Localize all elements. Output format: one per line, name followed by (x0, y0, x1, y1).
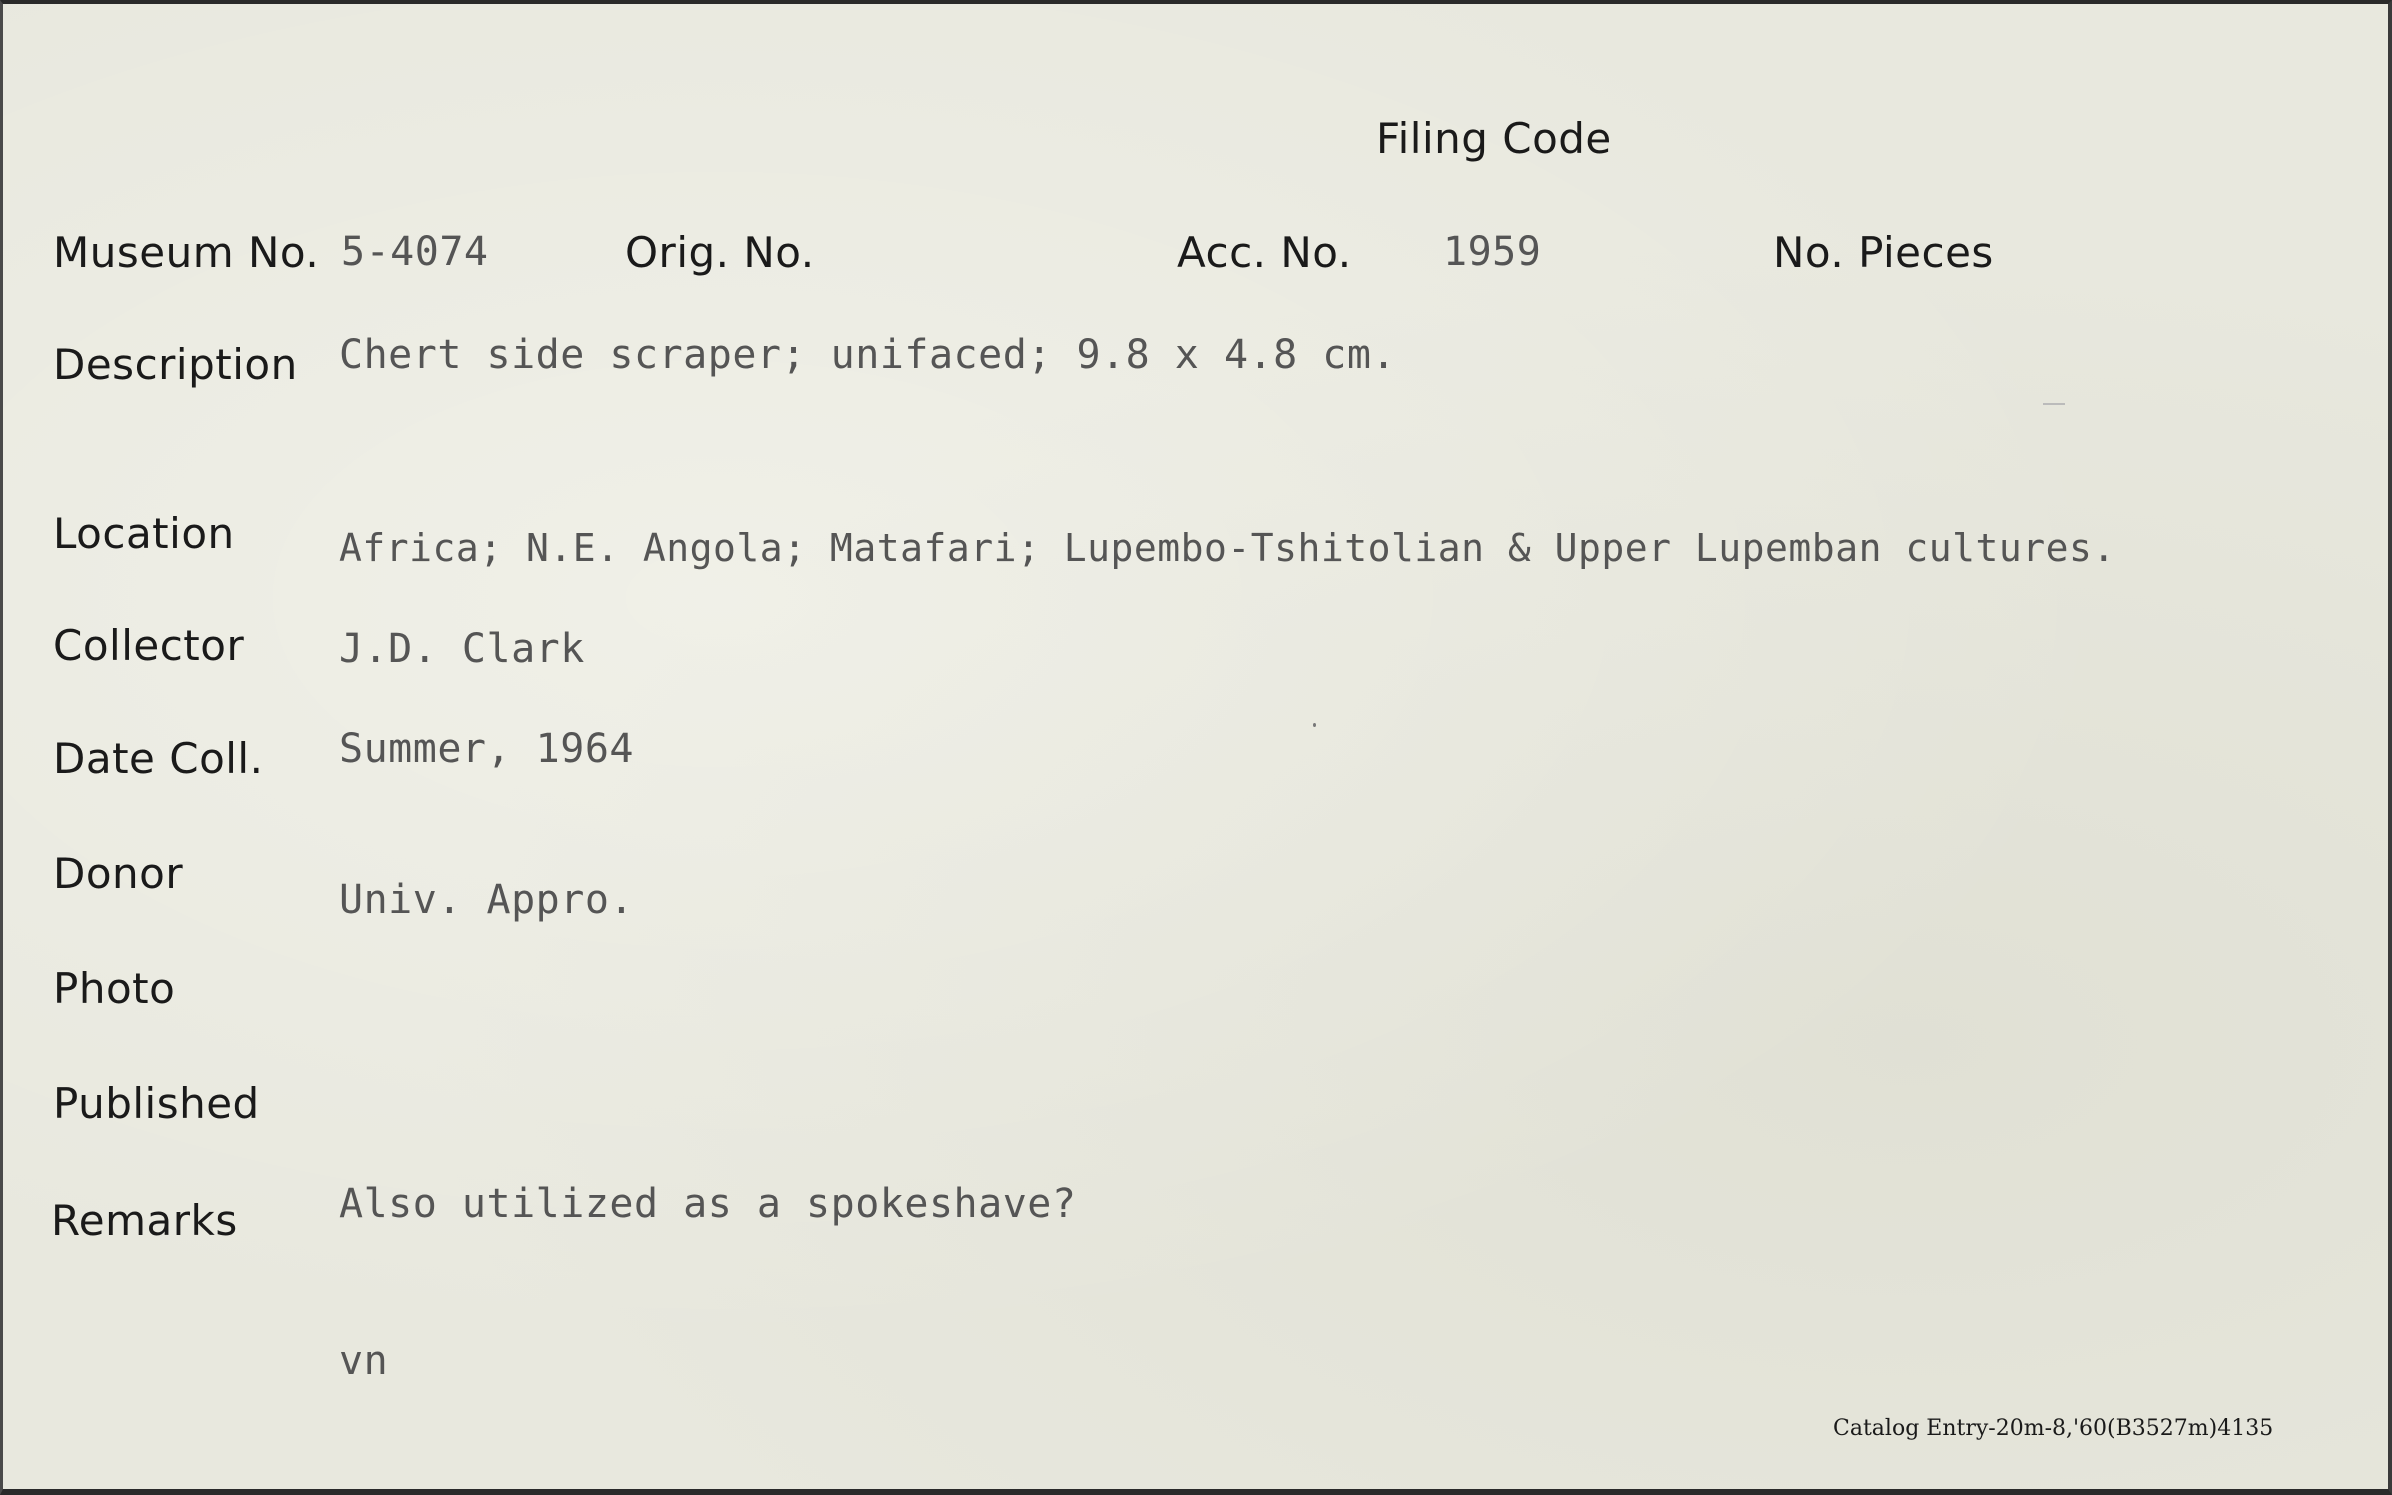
description-label: Description (53, 340, 298, 389)
acc-no-value: 1959 (1443, 229, 1542, 275)
photo-label: Photo (53, 964, 176, 1013)
collector-value: J.D. Clark (339, 626, 585, 672)
donor-value: Univ. Appro. (339, 877, 634, 923)
museum-no-label: Museum No. (53, 228, 320, 277)
paper-mark (2043, 403, 2065, 405)
no-pieces-label: No. Pieces (1773, 228, 1994, 277)
location-value: Africa; N.E. Angola; Matafari; Lupembo-Tshitolian & Upper Lupemban cultures. (339, 526, 2116, 570)
acc-no-label: Acc. No. (1177, 228, 1352, 277)
initials-value: vn (339, 1338, 389, 1384)
remarks-value: Also utilized as a spokeshave? (339, 1181, 1077, 1227)
paper-speck (1313, 723, 1316, 727)
filing-code-label: Filing Code (1376, 114, 1612, 163)
orig-no-label: Orig. No. (625, 228, 815, 277)
description-value: Chert side scraper; unifaced; 9.8 x 4.8 cm. (339, 332, 1397, 378)
collector-label: Collector (53, 621, 245, 670)
date-coll-value: Summer, 1964 (339, 726, 634, 772)
catalog-footer: Catalog Entry-20m-8,'60(B3527m)4135 (1833, 1416, 2274, 1441)
location-label: Location (53, 509, 235, 558)
published-label: Published (53, 1079, 260, 1128)
museum-no-value: 5-4074 (341, 229, 489, 275)
remarks-label: Remarks (51, 1196, 238, 1245)
donor-label: Donor (53, 849, 184, 898)
date-coll-label: Date Coll. (53, 734, 264, 783)
